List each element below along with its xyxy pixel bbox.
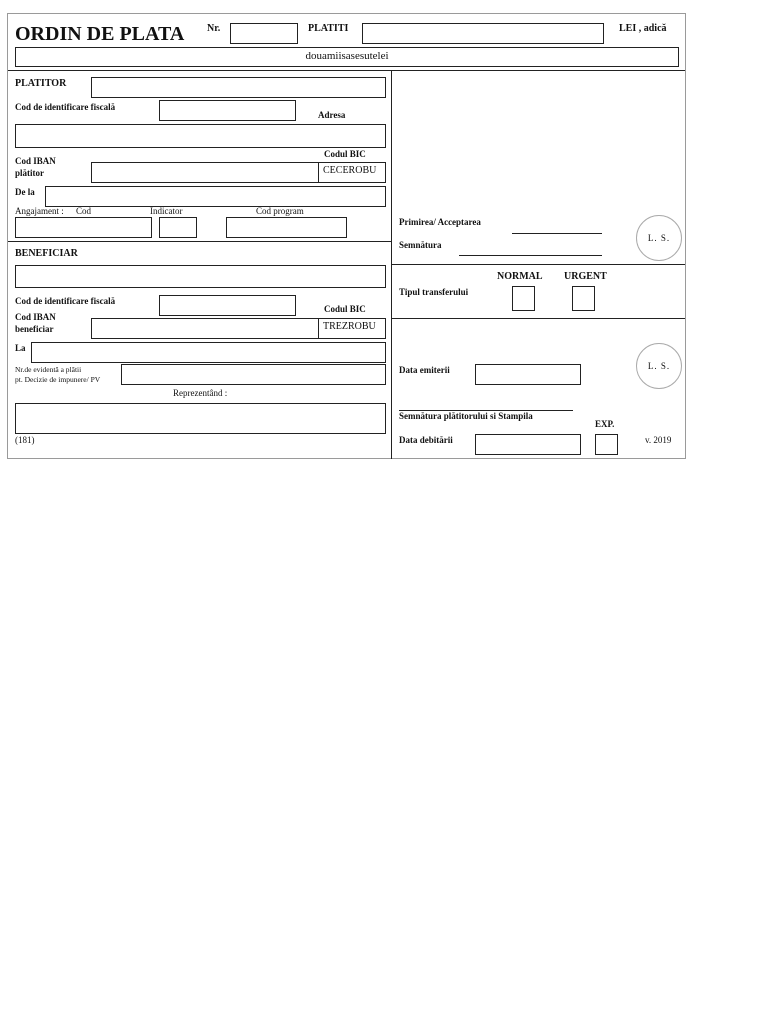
amount-words-value: douamiisasesutelei: [305, 50, 389, 62]
urgent-checkbox[interactable]: [572, 286, 595, 311]
beneficiar-iban-input[interactable]: [91, 318, 319, 339]
ls-stamp-top: L. S.: [636, 215, 682, 261]
normal-checkbox[interactable]: [512, 286, 535, 311]
platitor-bic-label: Codul BIC: [324, 149, 366, 159]
angajament-cod-input[interactable]: [15, 217, 152, 238]
la-input[interactable]: [31, 342, 386, 363]
angajament-label: Angajament :: [15, 206, 64, 216]
right-divider-1: [391, 264, 685, 265]
nr-label: Nr.: [207, 23, 221, 34]
nr-input[interactable]: [230, 23, 298, 44]
normal-label: NORMAL: [497, 271, 543, 282]
reprezentand-label: Reprezentând :: [173, 388, 228, 398]
beneficiar-label: BENEFICIAR: [15, 248, 78, 259]
indicator-input[interactable]: [159, 217, 197, 238]
beneficiar-cif-input[interactable]: [159, 295, 296, 316]
amount-input[interactable]: [362, 23, 604, 44]
form-title: ORDIN DE PLATA: [15, 23, 185, 45]
evidenta-label: [15, 365, 100, 385]
angajament-cod-label: Cod: [76, 206, 92, 216]
beneficiar-iban-label-line2: beneficiar: [15, 324, 54, 334]
platitor-iban-label-line2: plătitor: [15, 168, 44, 178]
dela-input[interactable]: [45, 186, 386, 207]
cod-program-label: Cod program: [256, 206, 304, 216]
dela-label: De la: [15, 187, 35, 197]
exp-input[interactable]: [595, 434, 618, 455]
amount-words-field[interactable]: [15, 47, 679, 67]
platitor-label: PLATITOR: [15, 78, 67, 89]
reprezentand-input[interactable]: [15, 403, 386, 434]
beneficiar-iban-label: [15, 311, 56, 335]
beneficiar-cif-label: Cod de identificare fiscală: [15, 296, 116, 306]
data-emiterii-label: Data emiterii: [399, 365, 450, 375]
data-debitarii-label: Data debitării: [399, 435, 453, 445]
semnatura-label: Semnătura: [399, 240, 442, 250]
beneficiar-bic-field[interactable]: TREZROBU: [318, 318, 386, 339]
platiti-label: PLATITI: [308, 23, 349, 34]
data-emiterii-input[interactable]: [475, 364, 581, 385]
payment-order-form: [7, 13, 686, 459]
evidenta-label-line1: Nr.de evidentă a plătii: [15, 365, 82, 374]
cod-program-input[interactable]: [226, 217, 347, 238]
semnatura-line[interactable]: [459, 255, 602, 256]
semnatura-platitor-label: Semnătura plătitorului si Stampila: [399, 411, 533, 421]
platitor-divider: [8, 241, 391, 242]
urgent-label: URGENT: [564, 271, 607, 282]
ls-stamp-bottom: L. S.: [636, 343, 682, 389]
evidenta-label-line2: pt. Decizie de impunere/ PV: [15, 375, 101, 384]
platitor-adresa-input[interactable]: [15, 124, 386, 148]
primirea-signature-line[interactable]: [512, 233, 602, 234]
platitor-cif-label: Cod de identificare fiscală: [15, 102, 116, 112]
platitor-name-input[interactable]: [91, 77, 386, 98]
version-label: v. 2019: [645, 435, 672, 445]
platitor-iban-label: [15, 155, 56, 179]
la-label: La: [15, 343, 26, 353]
form-code: (181): [15, 435, 35, 445]
indicator-label: Indicator: [150, 206, 183, 216]
tipul-transferului-label: Tipul transferului: [399, 287, 469, 297]
beneficiar-iban-label-line1: Cod IBAN: [15, 312, 56, 322]
exp-label: EXP.: [595, 419, 615, 429]
header-divider: [8, 70, 685, 71]
lei-label: LEI , adică: [619, 23, 667, 34]
platitor-cif-input[interactable]: [159, 100, 296, 121]
primirea-label: Primirea/ Acceptarea: [399, 217, 481, 227]
evidenta-input[interactable]: [121, 364, 386, 385]
data-debitarii-input[interactable]: [475, 434, 581, 455]
adresa-label: Adresa: [318, 110, 346, 120]
platitor-iban-label-line1: Cod IBAN: [15, 156, 56, 166]
right-divider-2: [391, 318, 685, 319]
beneficiar-name-input[interactable]: [15, 265, 386, 288]
beneficiar-bic-label: Codul BIC: [324, 304, 366, 314]
platitor-bic-field[interactable]: CECEROBU: [318, 162, 386, 183]
platitor-iban-input[interactable]: [91, 162, 319, 183]
